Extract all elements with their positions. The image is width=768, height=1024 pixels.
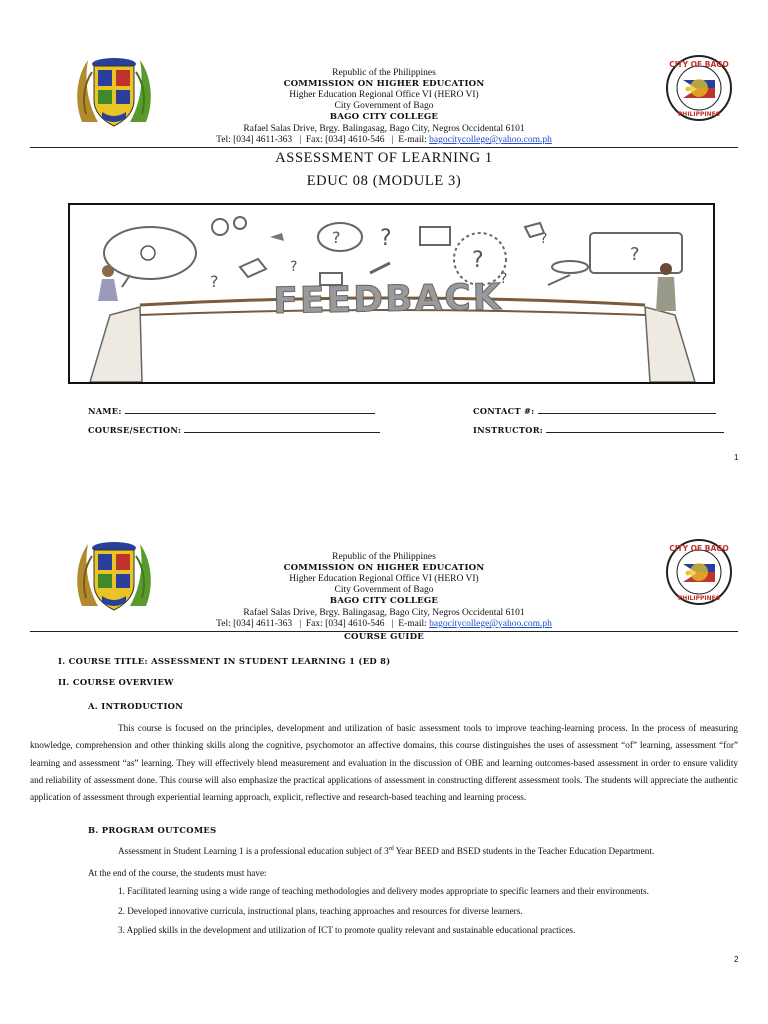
- course-end-intro: At the end of the course, the students must have:: [88, 868, 267, 878]
- header-contact: [0, 619, 768, 630]
- header-commission: COMMISSION ON HIGHER EDUCATION: [283, 563, 485, 573]
- header-divider: [30, 147, 738, 148]
- header-city-government: City Government of Bago: [334, 101, 434, 111]
- introduction-paragraph: This course is focused on the principles, development and utilization of basic assessment tools to improve teaching-learning process. In the process of measuring knowledge, comprehension and other thinking skills along the cognitive, psychomotor an affective domains, this course distinguishes the uses of assessment “of” learning, assessment “for” learning and assessment “as” learning. They will effectively blend measurement and evaluation in the discussion of OBE and learning outcomes-based assessment in order to ensure validity and reliability of assessment done. This course will also emphasize the practical applications of assessment in constructing different assessment tools. The students will appreciate the authentic application of assessment through experiential learning approach, explicit, reflective and research-based teaching and learning process.: [30, 723, 738, 803]
- module-title: EDUC 08 (MODULE 3): [306, 173, 462, 189]
- header-college-name: BAGO CITY COLLEGE: [329, 112, 439, 122]
- program-outcomes-text: Assessment in Student Learning 1 is a professional education subject of 3rd Year BEED and BSED students in the Teacher Education Department.: [118, 846, 655, 857]
- svg-text:?: ?: [472, 248, 484, 273]
- course-title-heading: I. COURSE TITLE: ASSESSMENT IN STUDENT LEARNING 1 (ED 8): [58, 656, 391, 666]
- header-republic: Republic of the Philippines: [332, 552, 436, 562]
- header-republic: Republic of the Philippines: [332, 68, 436, 78]
- header-contact: [0, 135, 768, 146]
- contact-line[interactable]: [538, 407, 716, 414]
- feedback-banner: [68, 203, 715, 384]
- svg-text:?: ?: [210, 272, 219, 291]
- introduction-heading: A. INTRODUCTION: [88, 701, 184, 711]
- email-link[interactable]: bagocitycollege@yahoo.com.ph: [429, 619, 552, 629]
- contact-numbers: Tel: [034] 4611-363 | Fax: [034] 4610-546 | E-mail:: [216, 135, 430, 145]
- svg-text:CITY OF BAGO: CITY OF BAGO: [669, 60, 729, 69]
- email-link[interactable]: bagocitycollege@yahoo.com.ph: [429, 135, 552, 145]
- program-outcomes-heading: B. PROGRAM OUTCOMES: [88, 825, 217, 835]
- svg-text:?: ?: [332, 228, 341, 247]
- header-regional-office: Higher Education Regional Office VI (HERO VI): [289, 574, 479, 584]
- svg-text:PHILIPPINES: PHILIPPINES: [677, 111, 721, 118]
- course-guide-title: COURSE GUIDE: [344, 632, 424, 642]
- course-section-field[interactable]: COURSE/SECTION:: [88, 425, 380, 435]
- outcome-item-2: 2. Developed innovative curricula, instructional plans, teaching approaches and resources for diverse learners.: [118, 906, 523, 916]
- course-overview-heading: II. COURSE OVERVIEW: [58, 677, 174, 687]
- header-regional-office: Higher Education Regional Office VI (HERO VI): [289, 90, 479, 100]
- instructor-line[interactable]: [546, 426, 724, 433]
- header-commission: COMMISSION ON HIGHER EDUCATION: [283, 79, 485, 89]
- contact-numbers: Tel: [034] 4611-363 | Fax: [034] 4610-546 | E-mail:: [216, 619, 430, 629]
- outcome-item-1: 1. Facilitated learning using a wide range of teaching methodologies and delivery modes appropriate to specific learners and their environments.: [118, 886, 649, 896]
- svg-text:PHILIPPINES: PHILIPPINES: [677, 595, 721, 602]
- contact-field[interactable]: CONTACT #:: [473, 406, 716, 416]
- header-address: Rafael Salas Drive, Brgy. Balingasag, Bago City, Negros Occidental 6101: [243, 608, 525, 618]
- name-line[interactable]: [125, 407, 375, 414]
- instructor-field[interactable]: INSTRUCTOR:: [473, 425, 724, 435]
- page-number-2: 2: [734, 955, 739, 964]
- name-field[interactable]: NAME:: [88, 406, 375, 416]
- document-title: ASSESSMENT OF LEARNING 1: [275, 150, 493, 166]
- course-section-line[interactable]: [184, 426, 380, 433]
- header-city-government: City Government of Bago: [334, 585, 434, 595]
- header-college-name: BAGO CITY COLLEGE: [329, 596, 439, 606]
- svg-text:?: ?: [290, 259, 298, 275]
- svg-text:?: ?: [630, 244, 640, 265]
- svg-text:?: ?: [540, 231, 548, 247]
- feedback-word: FEEDBACK: [272, 277, 503, 322]
- header-address: Rafael Salas Drive, Brgy. Balingasag, Bago City, Negros Occidental 6101: [243, 124, 525, 134]
- svg-text:CITY OF BAGO: CITY OF BAGO: [669, 544, 729, 553]
- svg-text:?: ?: [500, 271, 508, 287]
- feedback-illustration: [70, 205, 713, 382]
- outcome-item-3: 3. Applied skills in the development and utilization of ICT to promote quality relevant and sustainable educational practices.: [118, 925, 576, 935]
- page-number-1: 1: [734, 453, 739, 462]
- svg-text:?: ?: [380, 226, 392, 251]
